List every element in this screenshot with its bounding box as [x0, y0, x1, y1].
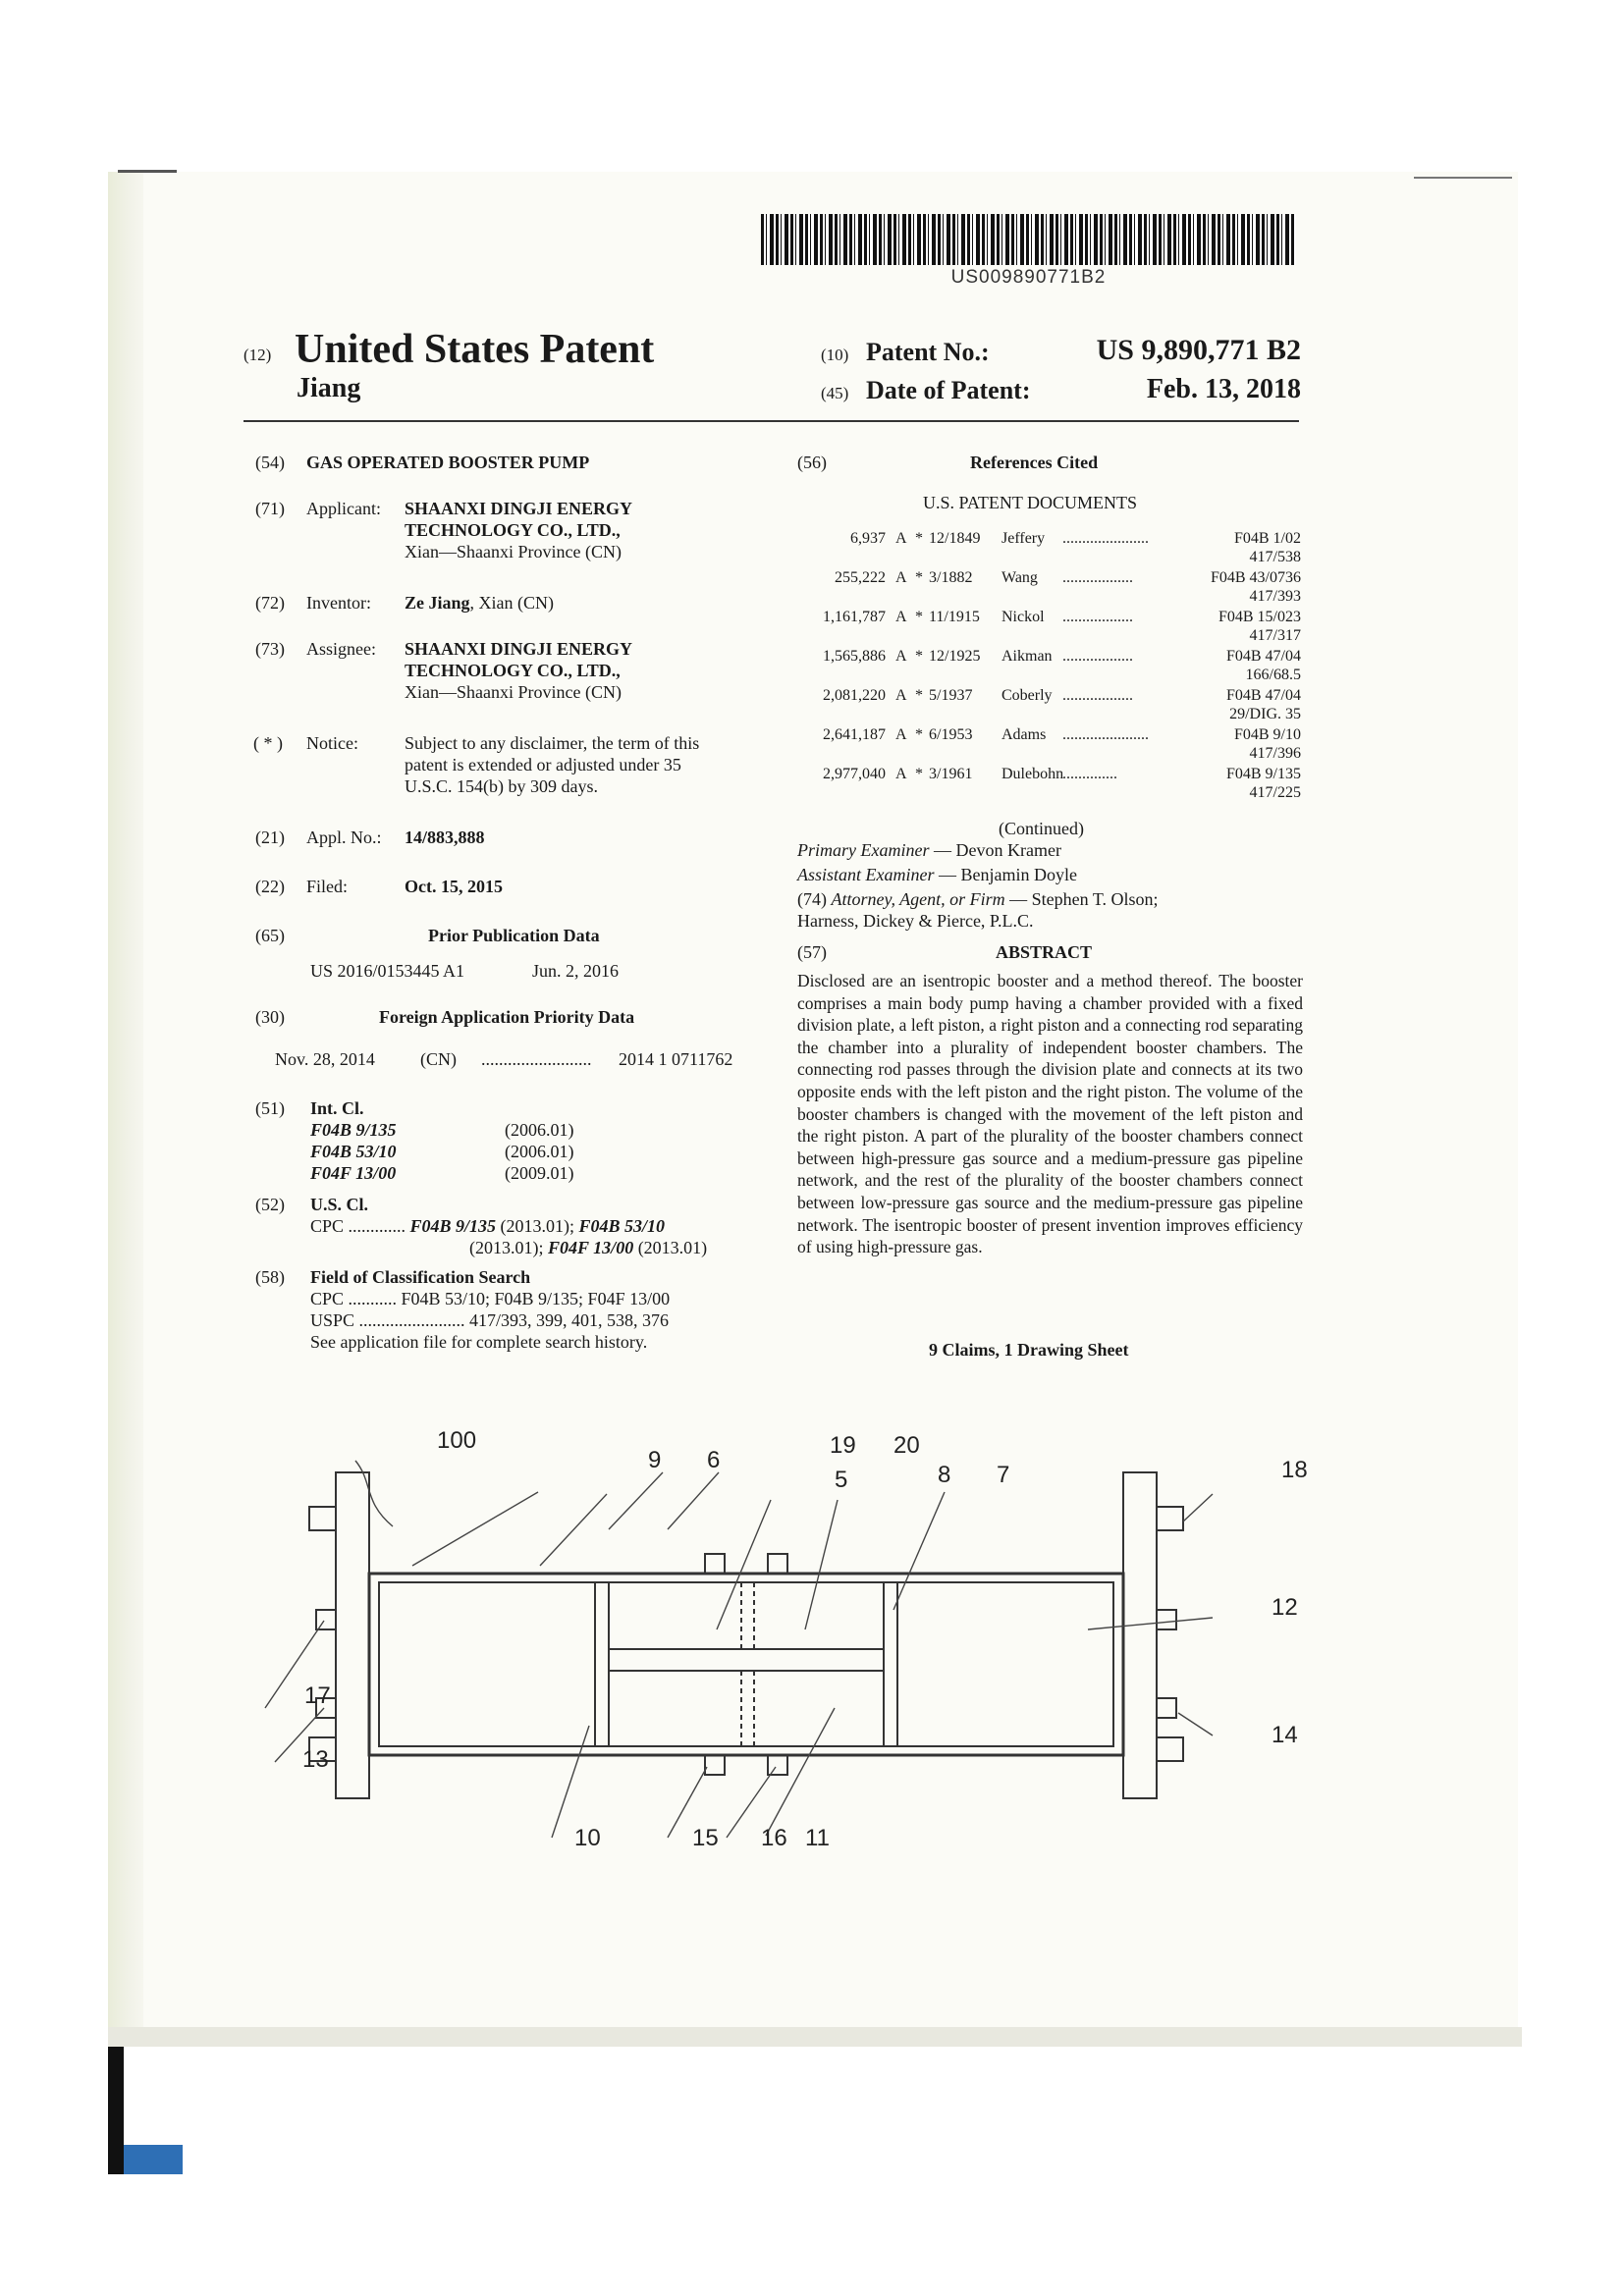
- priority-date: Nov. 28, 2014: [275, 1049, 375, 1069]
- reference-dots: ..................: [1062, 687, 1133, 704]
- cpc-line: CPC ............. F04B 9/135 (2013.01); F04B 53/10: [310, 1216, 666, 1236]
- reference-class-secondary: 29/DIG. 35: [1229, 706, 1301, 722]
- field-code: (65): [255, 926, 285, 945]
- pump-outline: [309, 1472, 1183, 1798]
- scan-edge: [1414, 177, 1512, 179]
- reference-date: 11/1915: [929, 609, 980, 625]
- applicant-name: SHAANXI DINGJI ENERGY: [405, 499, 633, 518]
- search-cpc: CPC ........... F04B 53/10; F04B 9/135; F04F 13/00: [310, 1289, 671, 1308]
- reference-row: [805, 726, 1301, 766]
- assignee-label: Assignee:: [306, 639, 376, 659]
- scan-edge: [124, 2145, 183, 2174]
- field-code: (45): [821, 384, 849, 402]
- header-rule: [244, 420, 1299, 422]
- invention-title: GAS OPERATED BOOSTER PUMP: [306, 453, 590, 472]
- reference-class-secondary: 166/68.5: [1245, 667, 1301, 683]
- header-inventor: Jiang: [297, 373, 361, 403]
- assignee-name: SHAANXI DINGJI ENERGY: [405, 639, 633, 659]
- reference-kind: A: [895, 609, 907, 625]
- drawing-label-13: 13: [302, 1746, 329, 1773]
- search-uspc: USPC ........................ 417/393, 399, 401, 538, 376: [310, 1310, 670, 1330]
- attorney: (74) Attorney, Agent, or Firm — Stephen T. Olson;: [797, 889, 1159, 909]
- reference-name: Adams: [1001, 726, 1047, 743]
- port: [705, 1755, 725, 1775]
- scan-margin: [108, 172, 143, 2027]
- int-cl-version: (2006.01): [505, 1142, 574, 1161]
- reference-class-secondary: 417/393: [1249, 588, 1301, 605]
- barcode-number: US009890771B2: [950, 267, 1107, 288]
- right-end-flange: [1123, 1472, 1157, 1798]
- reference-num: 2,081,220: [823, 687, 886, 704]
- field-code: (57): [797, 942, 827, 962]
- reference-date: 12/1849: [929, 530, 981, 547]
- assistant-examiner: Assistant Examiner — Benjamin Doyle: [797, 865, 1077, 884]
- reference-star: *: [915, 766, 923, 782]
- reference-star: *: [915, 726, 923, 743]
- notice-text: patent is extended or adjusted under 35: [405, 755, 681, 774]
- drawing-label-10: 10: [574, 1825, 601, 1851]
- reference-dots: ..............: [1062, 766, 1117, 782]
- primary-examiner: Primary Examiner — Devon Kramer: [797, 840, 1061, 860]
- bolt: [1157, 1507, 1183, 1530]
- reference-star: *: [915, 648, 923, 665]
- notice-label: Notice:: [306, 733, 358, 753]
- reference-dots: ..................: [1062, 569, 1133, 586]
- drawing-label-19: 19: [830, 1432, 856, 1459]
- drawing-label-14: 14: [1272, 1722, 1298, 1748]
- field-code: (30): [255, 1007, 285, 1027]
- reference-row: [805, 569, 1301, 609]
- reference-star: *: [915, 687, 923, 704]
- reference-num: 2,641,187: [823, 726, 886, 743]
- section-heading: Field of Classification Search: [310, 1267, 531, 1287]
- date-label: Date of Patent:: [866, 376, 1031, 404]
- section-heading: Foreign Application Priority Data: [379, 1007, 635, 1027]
- reference-star: *: [915, 530, 923, 547]
- reference-name: Dulebohn: [1001, 766, 1064, 782]
- reference-cls: F04B 47/04: [1225, 687, 1301, 704]
- drawing-label-100: 100: [437, 1427, 477, 1454]
- reference-name: Nickol: [1001, 609, 1045, 625]
- filed-date: Oct. 15, 2015: [405, 877, 503, 896]
- reference-dots: ..................: [1062, 648, 1133, 665]
- continued-note: (Continued): [999, 819, 1084, 838]
- reference-cls: F04B 9/10: [1233, 726, 1301, 743]
- left-piston: [595, 1582, 609, 1746]
- reference-name: Jeffery: [1001, 530, 1046, 547]
- cpc-line: (2013.01); F04F 13/00 (2013.01): [469, 1238, 708, 1257]
- field-code: (72): [255, 593, 285, 613]
- int-cl-class: F04B 53/10: [310, 1142, 397, 1161]
- field-code: (22): [255, 877, 285, 896]
- field-code: (10): [821, 346, 849, 364]
- drawing-label-16: 16: [761, 1825, 787, 1851]
- port: [768, 1554, 787, 1574]
- reference-num: 255,222: [835, 569, 886, 586]
- drawing-label-17: 17: [304, 1682, 331, 1709]
- reference-kind: A: [895, 648, 907, 665]
- reference-num: 2,977,040: [823, 766, 886, 782]
- patent-number: US 9,890,771 B2: [1096, 334, 1301, 366]
- field-code: (51): [255, 1098, 285, 1118]
- int-cl-version: (2009.01): [505, 1163, 574, 1183]
- scan-edge: [108, 2047, 124, 2174]
- field-code: (54): [255, 453, 285, 472]
- reference-cls: F04B 9/135: [1225, 766, 1301, 782]
- reference-name: Wang: [1001, 569, 1038, 586]
- left-end-flange: [336, 1472, 369, 1798]
- section-heading: U.S. Cl.: [310, 1195, 369, 1214]
- scan-edge: [118, 170, 177, 173]
- reference-kind: A: [895, 569, 907, 586]
- port: [768, 1755, 787, 1775]
- reference-kind: A: [895, 726, 907, 743]
- applicant-location: Xian—Shaanxi Province (CN): [405, 542, 622, 561]
- priority-number: 2014 1 0711762: [619, 1049, 733, 1069]
- field-code: (12): [244, 346, 272, 364]
- patent-title: United States Patent: [295, 327, 655, 372]
- inner-chamber: [379, 1582, 1113, 1746]
- reference-cls: F04B 43/0736: [1210, 569, 1301, 586]
- reference-date: 3/1961: [929, 766, 973, 782]
- reference-class-secondary: 417/396: [1249, 745, 1301, 762]
- appl-no-label: Appl. No.:: [306, 828, 382, 847]
- notice-text: Subject to any disclaimer, the term of this: [405, 733, 700, 753]
- int-cl-class: F04F 13/00: [310, 1163, 397, 1183]
- reference-cls: F04B 15/023: [1218, 609, 1301, 625]
- priority-country: (CN): [420, 1049, 457, 1069]
- reference-dots: ......................: [1062, 726, 1149, 743]
- field-code: (73): [255, 639, 285, 659]
- notice-text: U.S.C. 154(b) by 309 days.: [405, 776, 598, 796]
- section-heading: Prior Publication Data: [428, 926, 600, 945]
- reference-class-secondary: 417/317: [1249, 627, 1301, 644]
- reference-name: Aikman: [1001, 648, 1053, 665]
- reference-date: 12/1925: [929, 648, 981, 665]
- reference-dots: ..................: [1062, 609, 1133, 625]
- reference-kind: A: [895, 530, 907, 547]
- reference-star: *: [915, 569, 923, 586]
- int-cl-class: F04B 9/135: [310, 1120, 397, 1140]
- drawing-label-6: 6: [707, 1447, 721, 1473]
- inventor-label: Inventor:: [306, 593, 371, 613]
- applicant-name: TECHNOLOGY CO., LTD.,: [405, 520, 621, 540]
- drawing-label-20: 20: [893, 1432, 920, 1459]
- bolt: [1157, 1737, 1183, 1761]
- section-heading: Int. Cl.: [310, 1098, 364, 1118]
- drawing-label-12: 12: [1272, 1594, 1298, 1621]
- reference-cls: F04B 47/04: [1225, 648, 1301, 665]
- search-note: See application file for complete search history.: [310, 1332, 648, 1352]
- reference-row: [805, 687, 1301, 726]
- reference-row: [805, 766, 1301, 805]
- field-code: (71): [255, 499, 285, 518]
- port: [1157, 1698, 1176, 1718]
- assignee-name: TECHNOLOGY CO., LTD.,: [405, 661, 621, 680]
- drawing-label-9: 9: [648, 1447, 662, 1473]
- reference-row: [805, 530, 1301, 569]
- patent-date: Feb. 13, 2018: [1146, 374, 1301, 404]
- reference-row: [805, 648, 1301, 687]
- reference-kind: A: [895, 766, 907, 782]
- assignee-location: Xian—Shaanxi Province (CN): [405, 682, 622, 702]
- pump-chamber: [369, 1574, 1123, 1755]
- refs-subheading: U.S. PATENT DOCUMENTS: [923, 493, 1138, 512]
- reference-dots: ......................: [1062, 530, 1149, 547]
- drawing-label-18: 18: [1281, 1457, 1308, 1483]
- reference-star: *: [915, 609, 923, 625]
- field-code: (58): [255, 1267, 285, 1287]
- appl-no: 14/883,888: [405, 828, 485, 847]
- port: [705, 1554, 725, 1574]
- field-code: (52): [255, 1195, 285, 1214]
- section-heading: References Cited: [970, 453, 1099, 472]
- reference-cls: F04B 1/02: [1233, 530, 1301, 547]
- reference-kind: A: [895, 687, 907, 704]
- prior-pub-date: Jun. 2, 2016: [532, 961, 620, 981]
- field-code: ( * ): [253, 733, 283, 753]
- reference-num: 1,565,886: [823, 648, 886, 665]
- int-cl-version: (2006.01): [505, 1120, 574, 1140]
- field-code: (56): [797, 453, 827, 472]
- reference-num: 1,161,787: [823, 609, 886, 625]
- applicant-label: Applicant:: [306, 499, 381, 518]
- reference-num: 6,937: [850, 530, 886, 547]
- patent-drawing: [295, 1414, 1308, 1851]
- scan-edge: [108, 2027, 1522, 2047]
- filed-label: Filed:: [306, 877, 349, 896]
- reference-row: [805, 609, 1301, 648]
- leader-dots: .........................: [481, 1049, 592, 1069]
- barcode: [761, 214, 1296, 265]
- prior-pub-number: US 2016/0153445 A1: [310, 961, 465, 981]
- drawing-label-5: 5: [835, 1467, 848, 1493]
- port: [316, 1610, 336, 1629]
- port: [1157, 1610, 1176, 1629]
- reference-class-secondary: 417/538: [1249, 549, 1301, 565]
- field-code: (21): [255, 828, 285, 847]
- claims-summary: 9 Claims, 1 Drawing Sheet: [929, 1340, 1129, 1360]
- drawing-label-15: 15: [692, 1825, 719, 1851]
- drawing-label-7: 7: [997, 1462, 1010, 1488]
- reference-date: 5/1937: [929, 687, 973, 704]
- reference-date: 3/1882: [929, 569, 973, 586]
- abstract-text: Disclosed are an isentropic booster and a method thereof. The booster comprises a main body pump having a chamber provided with a fixed division plate, a left piston, a right piston and a connecting rod separating the chamber into a plurality of independent booster chambers. The connecting rod passes through the division plate and connects at its two opposite ends with the left piston and the right piston. The volume of the booster chambers is changed with the movement of the left piston and the right piston. A part of the plurality of the booster chambers connect between high-pressure gas source and a medium-pressure gas pipeline network, and the rest of the plurality of the booster chambers connect between low-pressure gas source and the medium-pressure gas pipeline network. The isentropic booster of present invention improves efficiency of using high-pressure gas.: [797, 971, 1303, 1257]
- patent-no-label: Patent No.:: [866, 338, 990, 366]
- section-heading: ABSTRACT: [996, 942, 1093, 962]
- attorney-firm: Harness, Dickey & Pierce, P.L.C.: [797, 911, 1034, 931]
- bolt: [309, 1507, 336, 1530]
- reference-date: 6/1953: [929, 726, 973, 743]
- inventor-value: Ze Jiang, Xian (CN): [405, 593, 554, 613]
- reference-class-secondary: 417/225: [1249, 784, 1301, 801]
- drawing-label-11: 11: [805, 1825, 830, 1851]
- drawing-label-8: 8: [938, 1462, 951, 1488]
- reference-name: Coberly: [1001, 687, 1053, 704]
